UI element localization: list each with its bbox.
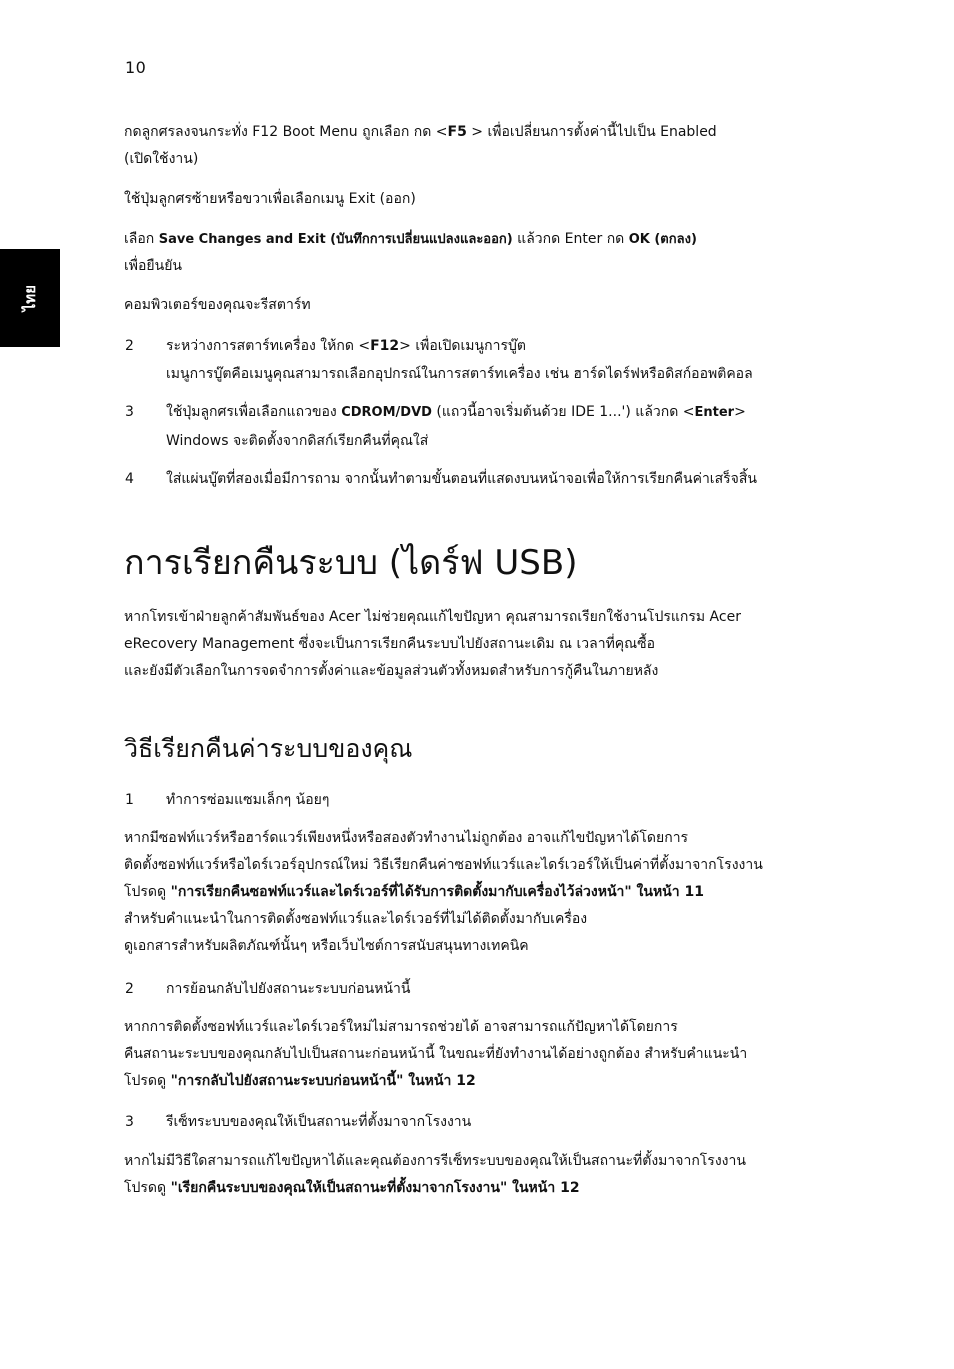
text: เลือก	[124, 231, 159, 247]
recovery-option-2	[124, 975, 814, 1003]
option-label: รีเซ็ทระบบของคุณให้เป็นสถานะที่ตั้งมาจากโรงงาน	[166, 1114, 472, 1130]
text: หากการติดตั้งซอฟท์แวร์และไดร์เวอร์ใหม่ไม่สามารถช่วยได้ อาจสามารถแก้ปัญหาได้โดยการ	[124, 1019, 678, 1035]
text: สำหรับคำแนะนำในการติดตั้งซอฟท์แวร์และไดร์เวอร์ที่ไม่ได้ติดตั้งมากับเครื่อง	[124, 911, 588, 927]
text: Windows จะติดตั้งจากดิสก์เรียกคืนที่คุณใส่	[166, 433, 429, 449]
key-f12: F12	[370, 338, 400, 354]
text: โปรดดู	[124, 1180, 171, 1196]
step-number: 3	[125, 404, 134, 420]
page-number: 10	[125, 58, 147, 77]
paragraph-restart: คอมพิวเตอร์ของคุณจะรีสตาร์ท	[124, 297, 311, 313]
text: คืนสถานะระบบของคุณกลับไปเป็นสถานะก่อนหน้านี้ ในขณะที่ยังทำงานได้อย่างถูกต้อง สำหรับคำแนะนำ	[124, 1046, 748, 1062]
key-enter: Enter	[694, 405, 735, 420]
option-number: 2	[125, 981, 134, 997]
text: กดลูกศรลงจนกระทั่ง F12 Boot Menu ถูกเลือก กด <	[124, 124, 448, 140]
paragraph-save-changes	[124, 226, 814, 280]
step-number: 2	[125, 338, 134, 354]
language-side-tab	[0, 249, 60, 347]
step-3	[124, 398, 814, 455]
text: (เปิดใช้งาน)	[124, 151, 199, 167]
step-body: ใส่แผ่นบู๊ตที่สองเมื่อมีการถาม จากนั้นทำตามขั้นตอนที่แสดงบนหน้าจอเพื่อให้การเรียกคืนค่าเสร็จสิ้น	[166, 471, 757, 487]
step-2	[124, 332, 814, 388]
section-intro	[124, 604, 814, 685]
ok-label: OK (ตกลง)	[628, 232, 697, 247]
cross-reference: "การกลับไปยังสถานะระบบก่อนหน้านี้" ในหน้า 12	[170, 1073, 476, 1089]
option-label: ทำการซ่อมแซมเล็กๆ น้อยๆ	[166, 792, 330, 808]
cross-reference: "เรียกคืนระบบของคุณให้เป็นสถานะที่ตั้งมาจากโรงงาน" ในหน้า 12	[170, 1180, 580, 1196]
text: แล้วกด Enter กด	[512, 231, 629, 247]
text: ติดตั้งซอฟท์แวร์หรือไดร์เวอร์อุปกรณ์ใหม่ วิธีเรียกคืนค่าซอฟท์แวร์และไดร์เวอร์ให้เป็นค่าที่ตั้งมาจากโรงงาน	[124, 857, 763, 873]
text: หากไม่มีวิธีใดสามารถแก้ไขปัญหาได้และคุณต้องการรีเซ็ทระบบของคุณให้เป็นสถานะที่ตั้งมาจากโรงงาน	[124, 1153, 746, 1169]
step-4	[124, 465, 814, 493]
text: (แถวนี้อาจเริ่มต้นด้วย IDE 1...') แล้วกด <	[431, 404, 695, 420]
section-title: การเรียกคืนระบบ (ไดร์ฟ USB)	[124, 543, 578, 583]
text: เมนูการบู๊ตคือเมนูคุณสามารถเลือกอุปกรณ์ในการสตาร์ทเครื่อง เช่น ฮาร์ดไดร์ฟหรือดิสก์ออพติคอล	[166, 366, 753, 382]
text: และยังมีตัวเลือกในการจดจำการตั้งค่าและข้อมูลส่วนตัวทั้งหมดสำหรับการกู้คืนในภายหลัง	[124, 663, 659, 679]
step-number: 4	[125, 471, 134, 487]
text: > เพื่อเปลี่ยนการตั้งค่านี้ไปเป็น Enabled	[466, 124, 717, 140]
text: หากมีซอฟท์แวร์หรือฮาร์ดแวร์เพียงหนึ่งหรือสองตัวทำงานไม่ถูกต้อง อาจแก้ไขปัญหาได้โดยการ	[124, 830, 689, 846]
paragraph-previous-state	[124, 1014, 814, 1095]
recovery-option-3	[124, 1108, 814, 1136]
language-tab-label: ไทย	[21, 284, 39, 312]
text: โปรดดู	[124, 1073, 171, 1089]
text: eRecovery Management ซึ่งจะเป็นการเรียกคืนระบบไปยังสถานะเดิม ณ เวลาที่คุณซื้อ	[124, 636, 656, 652]
text: หากโทรเข้าฝ่ายลูกค้าสัมพันธ์ของ Acer ไม่ช่วยคุณแก้ไขปัญหา คุณสามารถเรียกใช้งานโปรแกรม Acer	[124, 609, 741, 625]
text: เพื่อยืนยัน	[124, 258, 182, 274]
option-number: 1	[125, 792, 134, 808]
text: ระหว่างการสตาร์ทเครื่อง ให้กด <	[166, 338, 371, 354]
paragraph-f12-boot	[124, 119, 814, 173]
recovery-option-1	[124, 786, 814, 814]
text: ดูเอกสารสำหรับผลิตภัณฑ์นั้นๆ หรือเว็บไซต์การสนับสนุนทางเทคนิค	[124, 938, 529, 954]
text: ใช้ปุ่มลูกศรเพื่อเลือกแถวของ	[166, 404, 342, 420]
text: > เพื่อเปิดเมนูการบู๊ต	[399, 338, 526, 354]
paragraph-minor-repairs	[124, 825, 814, 960]
key-f5: F5	[447, 124, 467, 140]
step-body	[166, 398, 814, 455]
option-label: การย้อนกลับไปยังสถานะระบบก่อนหน้านี้	[166, 981, 411, 997]
option-number: 3	[125, 1114, 134, 1130]
cross-reference: "การเรียกคืนซอฟท์แวร์และไดร์เวอร์ที่ได้รับการติดตั้งมากับเครื่องไว้ล่วงหน้า" ในหน้า 11	[170, 884, 704, 900]
text: >	[734, 404, 746, 420]
paragraph-exit-menu: ใช้ปุ่มลูกศรซ้ายหรือขวาเพื่อเลือกเมนู Exit (ออก)	[124, 191, 416, 207]
paragraph-factory-reset	[124, 1148, 814, 1202]
cdrom-dvd-label: CDROM/DVD	[341, 405, 432, 420]
subsection-title: วิธีเรียกคืนค่าระบบของคุณ	[124, 734, 413, 763]
save-changes-label: Save Changes and Exit (บันทึกการเปลี่ยนแปลงและออก)	[158, 232, 513, 247]
text: โปรดดู	[124, 884, 171, 900]
step-body	[166, 332, 814, 388]
